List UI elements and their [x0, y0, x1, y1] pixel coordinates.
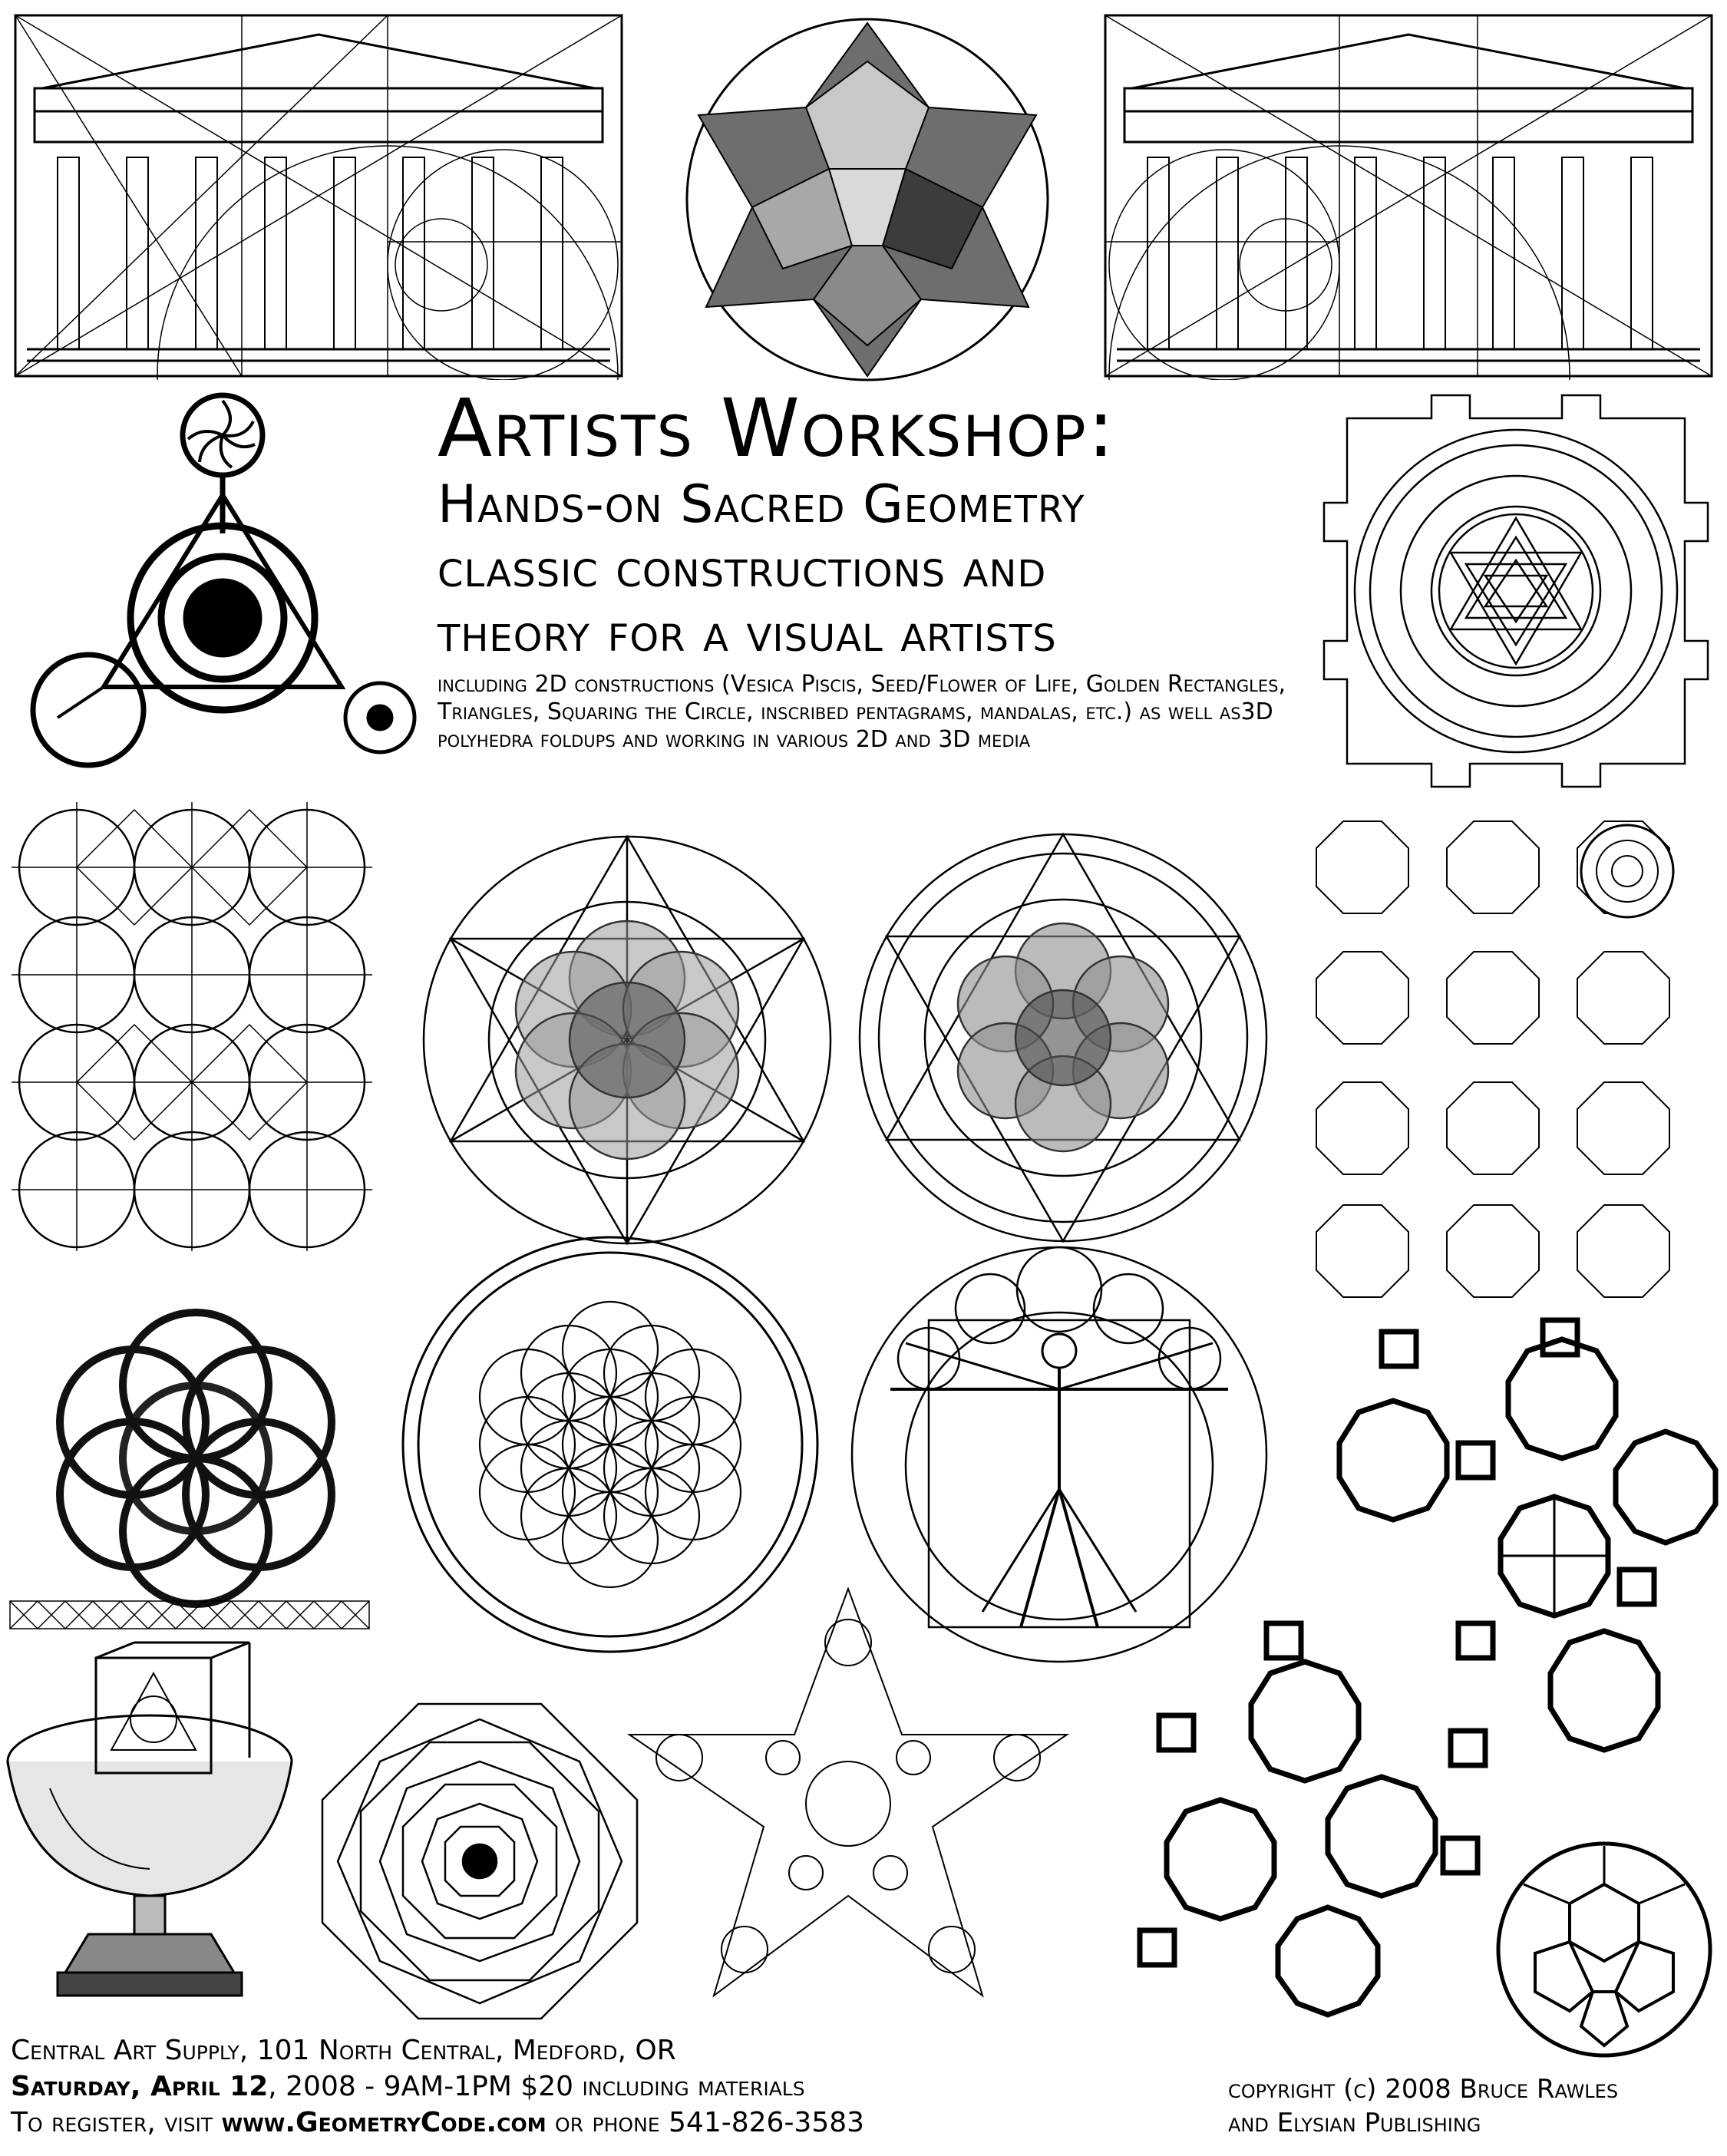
subtitle-line-2: classic constructions and — [438, 539, 1047, 599]
title-block — [438, 381, 1313, 754]
parthenon-golden-ratio-left-icon — [12, 12, 626, 380]
description: including 2D constructions (Vesica Piscis, Seed/Flower of Life, Golden Rectangles, Triangles, Squaring the Circle, inscribed pentagrams, mandalas, etc.) as well as3D polyhedra foldups and working in various 2D and 3D media — [438, 671, 1286, 753]
event-date: Saturday, April 12 — [11, 2071, 269, 2102]
parthenon-golden-ratio-right-icon — [1101, 12, 1715, 380]
subtitle — [438, 473, 1313, 666]
page-title: Artists Workshop: — [438, 381, 1116, 475]
sri-yantra-mandala-icon — [1316, 388, 1715, 794]
copyright-line-2: and Elysian Publishing — [1228, 2108, 1481, 2138]
register-prefix: To register, visit — [11, 2107, 222, 2138]
seed-of-life-torus-icon — [35, 1309, 357, 1608]
metatron-cube-sphere-icon — [411, 833, 844, 1247]
copyright-line-1: copyright (c) 2008 Bruce Rawles — [1228, 2074, 1619, 2105]
subtitle-line-1: Hands-on Sacred Geometry — [438, 474, 1085, 535]
register-suffix: or phone 541-826-3583 — [546, 2107, 865, 2138]
tiling-pattern-icon — [1297, 806, 1715, 1305]
stellated-polyhedron-icon — [675, 15, 1059, 384]
hatched-border-icon — [9, 1600, 370, 1629]
date-line — [11, 2069, 1162, 2105]
register-line — [11, 2105, 1162, 2141]
event-time-price: , 2008 - 9AM-1PM $20 including materials — [268, 2071, 805, 2102]
event-details — [11, 2032, 1162, 2141]
venue-line: Central Art Supply, 101 North Central, Medford, OR — [11, 2035, 676, 2066]
subtitle-line-3: theory for a visual artists — [438, 603, 1057, 664]
triple-circle-emblem-icon — [19, 388, 418, 771]
fruit-of-life-sphere-icon — [848, 829, 1278, 1247]
circle-grid-pattern-icon — [12, 802, 372, 1251]
kepler-cosmic-model-icon — [4, 1635, 299, 2003]
copyright — [1228, 2072, 1719, 2140]
website-link[interactable]: www.GeometryCode.com — [221, 2107, 546, 2138]
pentaflake-fractal-icon — [591, 1581, 1105, 2026]
truncated-icosahedron-icon — [1493, 1838, 1715, 2061]
